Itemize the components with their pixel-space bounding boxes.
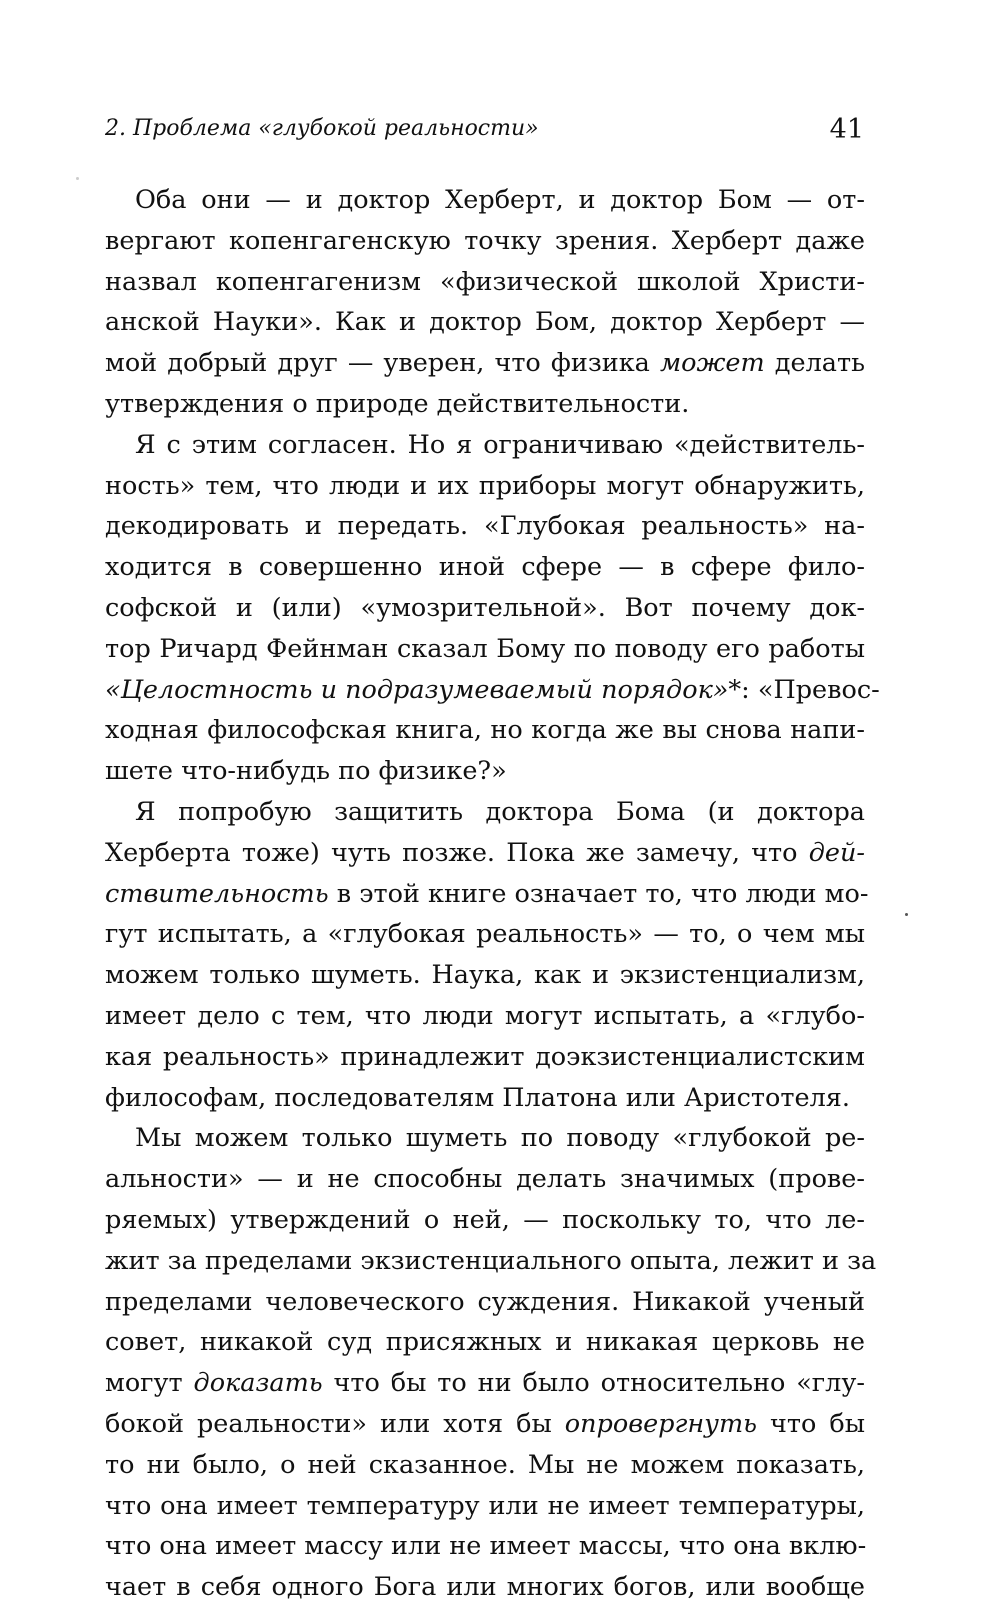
text-line bbox=[105, 1445, 865, 1486]
text-run: Мы можем только шуметь по поводу «глубокой ре- bbox=[135, 1123, 865, 1154]
text-run: имеет дело с тем, что люди могут испытать, а «глубо- bbox=[105, 1000, 865, 1031]
text-line bbox=[105, 1078, 865, 1119]
text-run: что бы bbox=[757, 1408, 865, 1439]
text-run: гут испытать, а «глубокая реальность» — то, о чем мы bbox=[105, 919, 865, 950]
text-line bbox=[105, 1322, 865, 1363]
text-run: ходная философская книга, но когда же вы снова напи- bbox=[105, 715, 865, 746]
text-line bbox=[105, 180, 865, 221]
text-run: кая реальность» принадлежит доэкзистенциалистским bbox=[105, 1041, 865, 1072]
text-line bbox=[105, 384, 865, 425]
text-line bbox=[105, 302, 865, 343]
paragraph bbox=[105, 425, 880, 792]
emphasis-text: ствительность bbox=[105, 878, 329, 909]
text-run: ность» тем, что люди и их приборы могут обнаружить, bbox=[105, 470, 865, 501]
text-line bbox=[105, 1486, 865, 1527]
text-run: совет, никакой суд присяжных и никакая церковь не bbox=[105, 1327, 865, 1358]
text-line bbox=[105, 751, 865, 792]
text-line bbox=[105, 1037, 865, 1078]
print-speck bbox=[76, 177, 79, 180]
text-run: ряемых) утверждений о ней, — поскольку то, что ле- bbox=[105, 1204, 865, 1235]
text-run: назвал копенгагенизм «физической школой Христи- bbox=[105, 266, 865, 297]
text-run: философам, последователям Платона или Аристотеля. bbox=[105, 1082, 850, 1113]
text-line bbox=[105, 1404, 865, 1445]
text-run: можем только шуметь. Наука, как и экзистенциализм, bbox=[105, 960, 865, 991]
emphasis-text: «Целостность и подразумеваемый порядок» bbox=[105, 674, 729, 705]
text-line bbox=[105, 547, 865, 588]
text-run: утверждения о природе действительности. bbox=[105, 388, 690, 419]
text-line bbox=[105, 874, 869, 915]
text-run: что она имеет массу или не имеет массы, что она вклю- bbox=[105, 1531, 867, 1562]
text-run: чает в себя одного Бога или многих богов, или вообще bbox=[105, 1572, 865, 1603]
print-speck bbox=[905, 913, 908, 916]
text-run: бокой реальности» или хотя бы bbox=[105, 1408, 565, 1439]
text-run: делать bbox=[764, 348, 865, 379]
page-number: 41 bbox=[829, 114, 864, 145]
text-line bbox=[105, 1282, 865, 1323]
text-run: в этой книге означает то, что люди мо- bbox=[328, 878, 869, 909]
text-line bbox=[105, 588, 865, 629]
text-run: могут bbox=[105, 1368, 194, 1399]
text-run: декодировать и передать. «Глубокая реальность» на- bbox=[105, 511, 865, 542]
text-run: Я с этим согласен. Но я ограничиваю «действитель- bbox=[135, 429, 865, 460]
text-line bbox=[105, 425, 865, 466]
text-run: ходится в совершенно иной сфере — в сфере фило- bbox=[105, 552, 865, 583]
text-line bbox=[105, 1567, 865, 1608]
text-run: пределами человеческого суждения. Никакой ученый bbox=[105, 1286, 865, 1317]
text-run: что бы то ни было относительно «глу- bbox=[322, 1368, 865, 1399]
text-run: тор Ричард Фейнман сказал Бому по поводу его работы bbox=[105, 633, 865, 664]
text-line bbox=[105, 466, 865, 507]
text-line bbox=[105, 262, 865, 303]
text-run: Херберта тоже) чуть позже. Пока же замечу, что bbox=[105, 837, 809, 868]
paragraph bbox=[105, 180, 865, 425]
text-run: альности» — и не способны делать значимых (прове- bbox=[105, 1164, 865, 1195]
emphasis-text: опровергнуть bbox=[564, 1408, 758, 1439]
text-line bbox=[105, 833, 865, 874]
text-run: мой добрый друг — уверен, что физика bbox=[105, 348, 660, 379]
text-run: то ни было, о ней сказанное. Мы не можем показать, bbox=[105, 1449, 865, 1480]
text-line bbox=[105, 221, 865, 262]
text-run: Оба они — и доктор Херберт, и доктор Бом — от- bbox=[135, 185, 865, 215]
text-line bbox=[105, 996, 865, 1037]
text-line bbox=[105, 506, 865, 547]
body-text bbox=[105, 180, 880, 1608]
text-run: *: «Превос- bbox=[728, 674, 880, 705]
text-line bbox=[105, 343, 865, 384]
text-line bbox=[105, 1241, 877, 1282]
text-run: Я попробую защитить доктора Бома (и доктора bbox=[135, 796, 865, 827]
text-line bbox=[105, 1363, 865, 1404]
text-run: что она имеет температуру или не имеет температуры, bbox=[105, 1490, 865, 1521]
text-line bbox=[105, 955, 865, 996]
text-line bbox=[105, 792, 865, 833]
text-line bbox=[105, 710, 865, 751]
running-head bbox=[105, 112, 870, 152]
emphasis-text: доказать bbox=[193, 1368, 323, 1399]
text-line bbox=[105, 670, 880, 711]
emphasis-text: может bbox=[659, 348, 765, 379]
text-line bbox=[105, 1118, 865, 1159]
text-line bbox=[105, 1200, 865, 1241]
text-run: вергают копенгагенскую точку зрения. Херберт даже bbox=[105, 225, 865, 256]
text-line bbox=[105, 1526, 865, 1567]
text-line bbox=[105, 1159, 865, 1200]
paragraph bbox=[105, 1118, 877, 1608]
emphasis-text: дей- bbox=[808, 837, 865, 868]
text-run: софской и (или) «умозрительной». Вот почему док- bbox=[105, 592, 865, 623]
chapter-title: 2. Проблема «глубокой реальности» bbox=[105, 116, 539, 141]
text-line bbox=[105, 914, 865, 955]
text-line bbox=[105, 629, 865, 670]
paragraph bbox=[105, 792, 869, 1118]
text-run: анской Науки». Как и доктор Бом, доктор Херберт — bbox=[105, 307, 865, 338]
text-run: шете что-нибудь по физике?» bbox=[105, 756, 507, 787]
text-run: жит за пределами экзистенциального опыта, лежит и за bbox=[105, 1245, 877, 1276]
